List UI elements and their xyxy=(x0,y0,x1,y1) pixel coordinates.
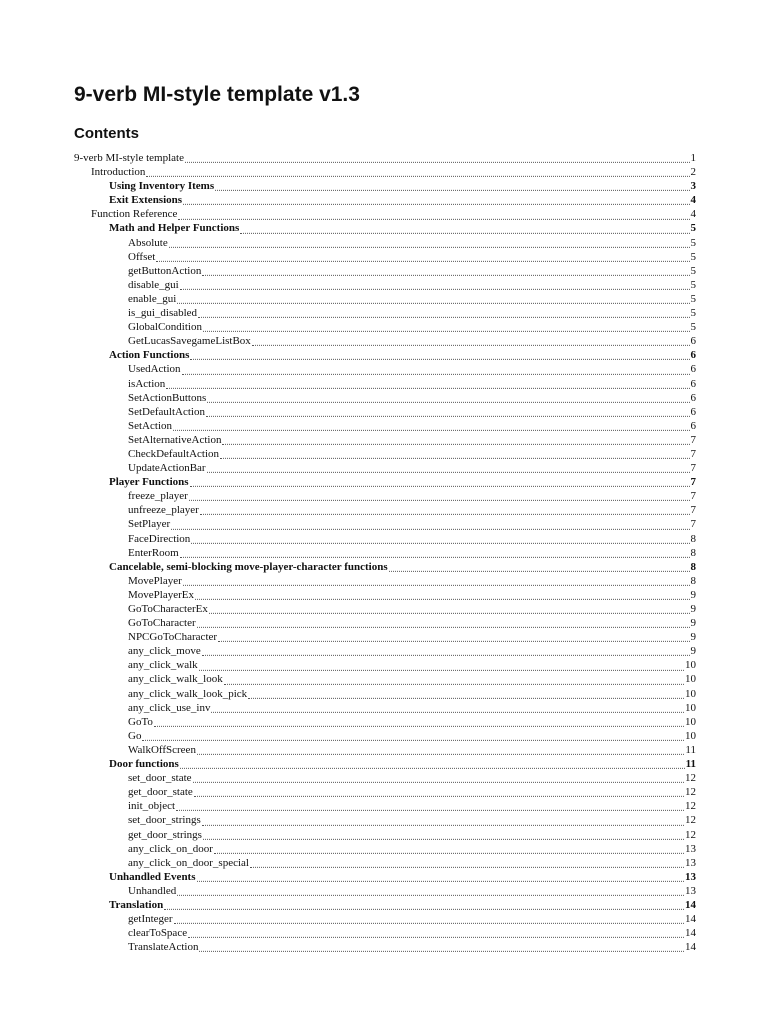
toc-page-number: 7 xyxy=(690,433,696,446)
toc-dot-leader xyxy=(190,479,690,487)
toc-page-number: 5 xyxy=(690,236,696,249)
toc-page-number: 1 xyxy=(690,152,696,164)
table-of-contents xyxy=(0,151,768,954)
toc-entry-label[interactable]: freeze_player xyxy=(128,490,188,503)
toc-entry-label[interactable]: Function Reference xyxy=(91,208,178,221)
toc-entry-label[interactable]: MovePlayerEx xyxy=(128,588,194,601)
toc-entry-label[interactable]: Cancelable, semi-blocking move-player-character functions xyxy=(109,560,388,573)
toc-dot-leader xyxy=(191,535,689,543)
toc-entry-label[interactable]: enable_gui xyxy=(128,292,177,305)
toc-dot-leader xyxy=(177,296,689,304)
toc-page-number: 7 xyxy=(690,518,696,531)
toc-dot-leader xyxy=(203,324,690,332)
toc-dot-leader xyxy=(198,310,689,318)
toc-entry[interactable] xyxy=(0,391,696,405)
toc-page-number: 14 xyxy=(685,898,696,911)
toc-dot-leader xyxy=(173,423,690,431)
toc-dot-leader xyxy=(189,493,690,501)
toc-entry[interactable] xyxy=(0,743,696,757)
toc-entry[interactable] xyxy=(0,193,696,207)
toc-page-number: 12 xyxy=(685,772,696,785)
toc-entry[interactable] xyxy=(0,405,696,419)
toc-dot-leader xyxy=(240,225,689,233)
toc-entry-label[interactable]: Introduction xyxy=(91,166,146,179)
toc-entry[interactable] xyxy=(0,517,696,531)
toc-dot-leader xyxy=(177,888,684,896)
toc-entry-label[interactable]: Using Inventory Items xyxy=(109,180,215,193)
toc-page-number: 5 xyxy=(690,292,696,305)
toc-page-number: 9 xyxy=(690,617,696,630)
toc-dot-leader xyxy=(199,662,684,670)
toc-entry[interactable] xyxy=(0,221,696,235)
toc-entry-label[interactable]: MovePlayer xyxy=(128,574,182,587)
toc-entry[interactable] xyxy=(0,616,696,630)
toc-dot-leader xyxy=(250,860,684,868)
toc-page-number: 6 xyxy=(690,349,696,362)
toc-page-number: 10 xyxy=(685,715,696,728)
toc-entry[interactable] xyxy=(0,926,696,940)
toc-entry-label[interactable]: UsedAction xyxy=(128,363,181,376)
toc-entry[interactable] xyxy=(0,701,696,715)
toc-page-number: 9 xyxy=(690,603,696,615)
toc-page-number: 13 xyxy=(685,842,696,855)
toc-entry[interactable] xyxy=(0,729,696,743)
toc-page-number: 3 xyxy=(690,180,696,193)
toc-entry-label[interactable]: any_click_on_door xyxy=(128,842,213,855)
toc-entry-label[interactable]: Go xyxy=(128,729,142,742)
toc-page-number: 8 xyxy=(690,574,696,587)
toc-entry[interactable] xyxy=(0,644,696,658)
toc-page-number: 7 xyxy=(690,447,696,460)
toc-entry[interactable] xyxy=(0,250,696,264)
toc-dot-leader xyxy=(214,845,684,853)
toc-entry-label[interactable]: any_click_move xyxy=(128,645,201,658)
toc-dot-leader xyxy=(142,733,684,741)
toc-dot-leader xyxy=(190,352,689,360)
toc-dot-leader xyxy=(193,775,684,783)
toc-entry[interactable] xyxy=(0,884,696,898)
toc-dot-leader xyxy=(169,239,690,247)
toc-dot-leader xyxy=(248,690,684,698)
toc-entry-label[interactable]: any_click_walk_look xyxy=(128,673,223,686)
toc-page-number: 9 xyxy=(690,588,696,601)
toc-page-number: 8 xyxy=(690,532,696,545)
toc-entry[interactable] xyxy=(0,320,696,334)
toc-entry-label[interactable]: UpdateActionBar xyxy=(128,462,206,475)
toc-dot-leader xyxy=(188,930,684,938)
toc-page-number: 6 xyxy=(690,335,696,348)
toc-entry[interactable] xyxy=(0,588,696,602)
toc-dot-leader xyxy=(178,211,689,219)
toc-entry-label[interactable]: Door functions xyxy=(109,758,179,771)
toc-page-number: 8 xyxy=(690,560,696,573)
toc-page-number: 10 xyxy=(685,687,696,700)
toc-entry[interactable] xyxy=(0,377,696,391)
toc-entry-label[interactable]: 9-verb MI-style template xyxy=(74,152,184,164)
toc-entry-label[interactable]: Offset xyxy=(128,250,156,263)
toc-entry-label[interactable]: any_click_on_door_special xyxy=(128,856,249,869)
toc-dot-leader xyxy=(220,451,689,459)
toc-entry[interactable] xyxy=(0,757,696,771)
toc-entry-label[interactable]: get_door_state xyxy=(128,786,193,799)
toc-page-number: 5 xyxy=(690,321,696,334)
toc-dot-leader xyxy=(180,282,690,290)
toc-dot-leader xyxy=(156,254,689,262)
toc-entry[interactable] xyxy=(0,433,696,447)
toc-page-number: 9 xyxy=(690,631,696,644)
toc-entry[interactable] xyxy=(0,658,696,672)
toc-entry[interactable] xyxy=(0,856,696,870)
toc-dot-leader xyxy=(185,155,690,163)
toc-entry[interactable] xyxy=(0,940,696,954)
toc-page-number: 10 xyxy=(685,673,696,686)
toc-entry[interactable] xyxy=(0,362,696,376)
toc-entry-label[interactable]: Translation xyxy=(109,898,164,911)
toc-page-number: 13 xyxy=(685,884,696,897)
toc-entry[interactable] xyxy=(0,489,696,503)
toc-page-number: 6 xyxy=(690,363,696,376)
toc-dot-leader xyxy=(183,578,690,586)
toc-dot-leader xyxy=(199,944,684,952)
toc-dot-leader xyxy=(218,634,689,642)
toc-page-number: 10 xyxy=(685,659,696,672)
toc-dot-leader xyxy=(222,437,689,445)
toc-dot-leader xyxy=(202,817,684,825)
toc-entry-label[interactable]: get_door_strings xyxy=(128,828,202,841)
toc-page-number: 14 xyxy=(685,927,696,940)
toc-entry[interactable] xyxy=(0,799,696,813)
toc-dot-leader xyxy=(207,394,689,402)
toc-entry[interactable] xyxy=(0,898,696,912)
toc-entry[interactable] xyxy=(0,503,696,517)
toc-entry-label[interactable]: set_door_state xyxy=(128,772,192,785)
toc-page-number: 7 xyxy=(690,476,696,489)
toc-entry[interactable] xyxy=(0,574,696,588)
toc-entry[interactable] xyxy=(0,278,696,292)
toc-entry[interactable] xyxy=(0,672,696,686)
toc-entry-label[interactable]: TranslateAction xyxy=(128,941,199,954)
toc-entry-label[interactable]: isAction xyxy=(128,377,166,390)
toc-dot-leader xyxy=(182,366,690,374)
toc-entry-label[interactable]: is_gui_disabled xyxy=(128,307,198,320)
toc-dot-leader xyxy=(195,592,690,600)
toc-entry[interactable] xyxy=(0,870,696,884)
toc-dot-leader xyxy=(197,874,684,882)
toc-page-number: 11 xyxy=(685,743,696,756)
toc-entry-label[interactable]: getInteger xyxy=(128,913,173,926)
toc-entry-label[interactable]: SetDefaultAction xyxy=(128,405,205,418)
toc-page-number: 6 xyxy=(690,391,696,404)
toc-page-number: 4 xyxy=(690,208,696,221)
toc-page-number: 7 xyxy=(690,462,696,475)
toc-entry-label[interactable]: any_click_use_inv xyxy=(128,701,211,714)
toc-entry-label[interactable]: Unhandled xyxy=(128,884,177,897)
toc-dot-leader xyxy=(154,719,684,727)
toc-entry-label[interactable]: NPCGoToCharacter xyxy=(128,631,218,644)
toc-page-number: 6 xyxy=(690,377,696,390)
toc-page-number: 12 xyxy=(685,786,696,799)
toc-entry[interactable] xyxy=(0,602,696,616)
toc-dot-leader xyxy=(180,549,690,557)
toc-page-number: 14 xyxy=(685,941,696,954)
toc-page-number: 2 xyxy=(690,166,696,179)
toc-entry[interactable] xyxy=(0,264,696,278)
toc-dot-leader xyxy=(252,338,690,346)
toc-dot-leader xyxy=(176,803,684,811)
toc-entry-label[interactable]: FaceDirection xyxy=(128,532,191,545)
toc-entry-label[interactable]: Player Functions xyxy=(109,476,189,489)
toc-entry-label[interactable]: clearToSpace xyxy=(128,927,188,940)
toc-entry[interactable] xyxy=(0,292,696,306)
toc-entry[interactable] xyxy=(0,306,696,320)
toc-page-number: 6 xyxy=(690,405,696,418)
toc-entry[interactable] xyxy=(0,447,696,461)
toc-entry[interactable] xyxy=(0,813,696,827)
toc-entry-label[interactable]: unfreeze_player xyxy=(128,504,199,517)
toc-entry-label[interactable]: SetActionButtons xyxy=(128,391,207,404)
toc-page-number: 9 xyxy=(690,645,696,658)
toc-entry-label[interactable]: SetAction xyxy=(128,419,172,432)
toc-page-number: 8 xyxy=(690,546,696,559)
toc-entry[interactable] xyxy=(0,165,696,179)
toc-dot-leader xyxy=(197,620,690,628)
toc-dot-leader xyxy=(200,507,690,515)
toc-entry[interactable] xyxy=(0,546,696,560)
toc-entry[interactable] xyxy=(0,828,696,842)
toc-dot-leader xyxy=(389,564,690,572)
toc-entry[interactable] xyxy=(0,715,696,729)
toc-dot-leader xyxy=(203,831,684,839)
toc-entry-label[interactable]: GoToCharacterEx xyxy=(128,603,208,615)
toc-page-number: 5 xyxy=(690,307,696,320)
toc-page-number: 6 xyxy=(690,419,696,432)
toc-dot-leader xyxy=(207,465,690,473)
toc-entry[interactable] xyxy=(0,419,696,433)
toc-entry[interactable] xyxy=(0,842,696,856)
toc-dot-leader xyxy=(174,916,684,924)
toc-entry[interactable] xyxy=(0,207,696,221)
toc-entry-label[interactable]: SetPlayer xyxy=(128,518,171,531)
toc-dot-leader xyxy=(197,747,684,755)
toc-dot-leader xyxy=(215,183,689,191)
toc-dot-leader xyxy=(180,761,685,769)
toc-entry-label[interactable]: any_click_walk xyxy=(128,659,198,672)
toc-dot-leader xyxy=(224,676,684,684)
toc-entry-label[interactable]: Unhandled Events xyxy=(109,870,196,883)
toc-entry[interactable] xyxy=(0,461,696,475)
toc-entry[interactable] xyxy=(0,785,696,799)
toc-dot-leader xyxy=(171,521,689,529)
toc-entry-label[interactable]: Exit Extensions xyxy=(109,194,183,207)
toc-entry[interactable] xyxy=(0,532,696,546)
contents-heading: Contents xyxy=(74,125,139,142)
toc-dot-leader xyxy=(209,606,690,614)
toc-dot-leader xyxy=(164,902,684,910)
toc-entry-label[interactable]: Action Functions xyxy=(109,349,190,362)
toc-dot-leader xyxy=(194,789,684,797)
toc-entry-label[interactable]: any_click_walk_look_pick xyxy=(128,687,248,700)
toc-entry-label[interactable]: disable_gui xyxy=(128,278,179,291)
toc-page-number: 10 xyxy=(685,701,696,714)
toc-entry-label[interactable]: set_door_strings xyxy=(128,814,201,827)
toc-entry[interactable] xyxy=(0,348,696,362)
toc-page-number: 5 xyxy=(690,264,696,277)
toc-page-number: 5 xyxy=(690,222,696,235)
toc-page-number: 7 xyxy=(690,490,696,503)
toc-entries xyxy=(0,151,696,954)
toc-entry[interactable] xyxy=(0,630,696,644)
toc-dot-leader xyxy=(183,197,689,205)
toc-dot-leader xyxy=(166,380,689,388)
toc-dot-leader xyxy=(211,705,684,713)
toc-entry-label[interactable]: init_object xyxy=(128,800,176,813)
document-title: 9-verb MI-style template v1.3 xyxy=(74,83,360,106)
toc-entry[interactable] xyxy=(0,560,696,574)
toc-page-number: 10 xyxy=(685,729,696,742)
toc-entry[interactable] xyxy=(0,151,696,165)
toc-entry-label[interactable]: WalkOffScreen xyxy=(128,743,196,756)
toc-entry-label[interactable]: SetAlternativeAction xyxy=(128,433,222,446)
toc-entry[interactable] xyxy=(0,687,696,701)
toc-page-number: 5 xyxy=(690,250,696,263)
toc-entry-label[interactable]: Math and Helper Functions xyxy=(109,222,240,235)
toc-page-number: 5 xyxy=(690,278,696,291)
toc-entry-label[interactable]: GetLucasSavegameListBox xyxy=(128,335,251,348)
toc-page-number: 13 xyxy=(685,870,696,883)
toc-entry-label[interactable]: GoTo xyxy=(128,715,153,728)
toc-entry-label[interactable]: EnterRoom xyxy=(128,546,179,559)
toc-entry[interactable] xyxy=(0,334,696,348)
toc-entry[interactable] xyxy=(0,771,696,785)
toc-entry[interactable] xyxy=(0,236,696,250)
toc-entry-label[interactable]: getButtonAction xyxy=(128,264,202,277)
toc-dot-leader xyxy=(202,648,690,656)
toc-dot-leader xyxy=(146,169,689,177)
toc-dot-leader xyxy=(202,268,689,276)
toc-entry-label[interactable]: GlobalCondition xyxy=(128,321,202,334)
toc-page-number: 12 xyxy=(685,814,696,827)
toc-entry-label[interactable]: CheckDefaultAction xyxy=(128,447,220,460)
toc-page-number: 13 xyxy=(685,856,696,869)
toc-entry-label[interactable]: Absolute xyxy=(128,236,168,249)
toc-entry[interactable] xyxy=(0,179,696,193)
toc-entry-label[interactable]: GoToCharacter xyxy=(128,617,196,630)
toc-dot-leader xyxy=(206,409,690,417)
toc-page-number: 7 xyxy=(690,504,696,517)
toc-entry[interactable] xyxy=(0,475,696,489)
toc-entry[interactable] xyxy=(0,912,696,926)
toc-page-number: 4 xyxy=(690,194,696,207)
toc-page-number: 12 xyxy=(685,828,696,841)
toc-page-number: 11 xyxy=(685,758,696,771)
toc-page-number: 14 xyxy=(685,913,696,926)
toc-page-number: 12 xyxy=(685,800,696,813)
